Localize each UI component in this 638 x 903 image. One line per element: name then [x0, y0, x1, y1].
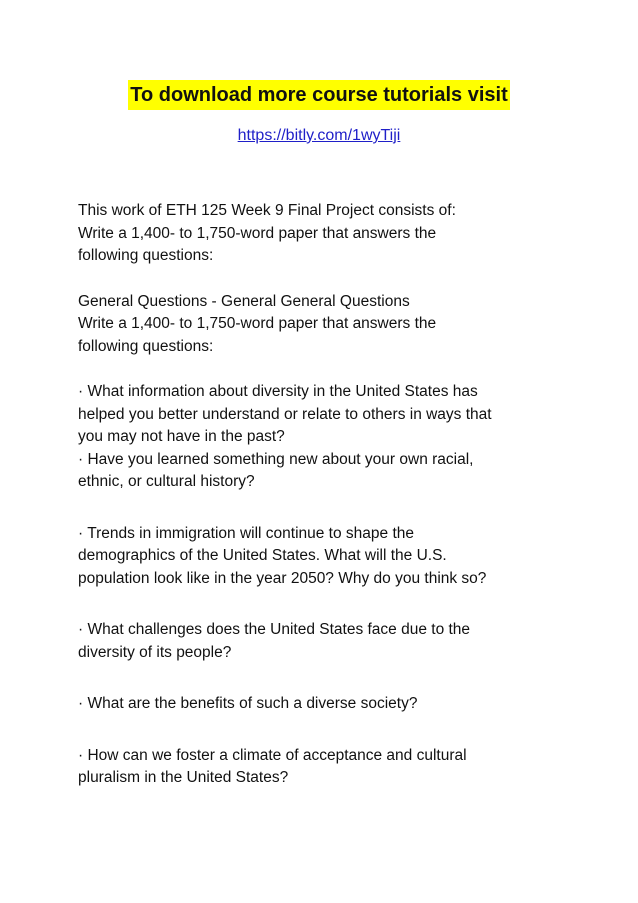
question-line: ethnic, or cultural history? — [78, 473, 255, 490]
question-2 — [78, 449, 578, 494]
question-line: · Trends in immigration will continue to shape the — [78, 524, 414, 542]
question-line: helped you better understand or relate to others in ways that — [78, 405, 492, 423]
question-5 — [78, 693, 578, 716]
question-1 — [78, 381, 578, 449]
question-line: you may not have in the past? — [78, 428, 285, 445]
spacer — [78, 664, 578, 693]
spacer — [78, 716, 578, 745]
intro-line: Write a 1,400- to 1,750-word paper that answers the — [78, 224, 437, 242]
section-line: following questions: — [78, 337, 214, 355]
intro-paragraph — [78, 200, 578, 268]
question-line: diversity of its people? — [78, 643, 232, 661]
spacer — [78, 494, 578, 523]
intro-line: following questions: — [78, 247, 214, 264]
link-container — [0, 124, 638, 148]
question-line: · Have you learned something new about your own racial, — [78, 450, 474, 468]
question-line: · What challenges does the United States face due to the — [78, 621, 471, 638]
question-line: · How can we foster a climate of acceptance and cultural — [78, 746, 467, 764]
question-line: pluralism in the United States? — [78, 769, 289, 786]
intro-line: This work of ETH 125 Week 9 Final Project consists of: — [78, 202, 456, 219]
section-line: General Questions - General General Questions — [78, 292, 410, 310]
question-line: · What information about diversity in the United States has — [78, 383, 478, 400]
page-title: To download more course tutorials visit — [128, 80, 509, 110]
question-line: population look like in the year 2050? Why do you think so? — [78, 569, 487, 587]
tutorial-link[interactable]: https://bitly.com/1wyTiji — [237, 127, 401, 144]
spacer — [78, 358, 578, 381]
question-line: demographics of the United States. What will the U.S. — [78, 547, 447, 564]
title-container — [0, 80, 638, 110]
question-6 — [78, 745, 578, 790]
section-paragraph — [78, 291, 578, 359]
section-line: Write a 1,400- to 1,750-word paper that answers the — [78, 315, 437, 332]
question-line: · What are the benefits of such a diverse society? — [78, 695, 418, 712]
question-3 — [78, 523, 578, 591]
question-4 — [78, 619, 578, 664]
spacer — [78, 268, 578, 291]
document-body — [78, 200, 578, 790]
spacer — [78, 590, 578, 619]
